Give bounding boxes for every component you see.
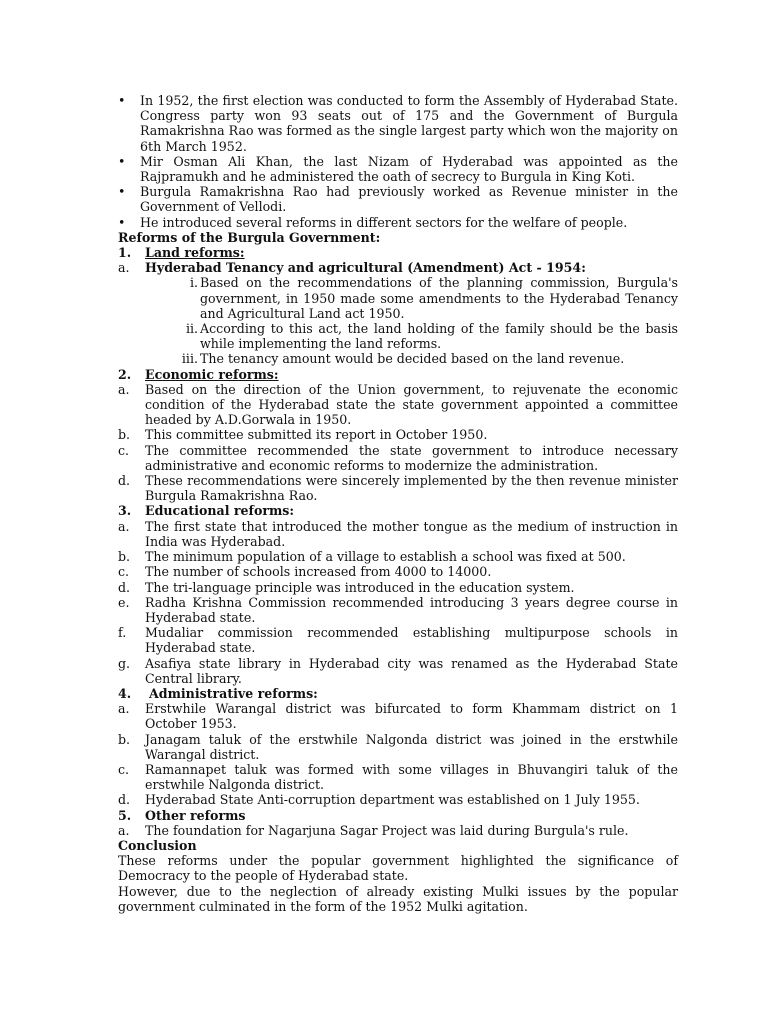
bullet-icon: • [118, 184, 126, 200]
item-marker: d. [118, 792, 131, 808]
item-text: Ramannapet taluk was formed with some villages in Bhuvangiri taluk of the erstwhile Nalgonda district. [145, 761, 678, 793]
bullet-item [118, 93, 678, 154]
item-marker: c. [118, 564, 130, 580]
item-text: These recommendations were sincerely implemented by the then revenue minister Burgula Ramakrishna Rao. [145, 473, 678, 504]
section-number: 1. [118, 245, 132, 261]
conclusion-heading: Conclusion [118, 837, 197, 853]
bullet-item [118, 154, 678, 184]
bullet-item [118, 215, 678, 230]
list-item [118, 427, 678, 442]
list-item [118, 321, 678, 351]
list-item [118, 823, 678, 838]
section-title: Educational reforms: [145, 503, 295, 519]
list-item [118, 564, 678, 579]
item-marker: a. [118, 260, 130, 276]
list-item [118, 580, 678, 595]
bullet-item [118, 184, 678, 214]
document-page [118, 93, 678, 914]
list-item [118, 275, 678, 321]
section-heading-economic-reforms [118, 367, 678, 382]
item-marker: c. [118, 761, 130, 777]
item-marker: a. [118, 381, 130, 397]
list-item [118, 382, 678, 428]
item-text: Erstwhile Warangal district was bifurcated to form Khammam district on 1 October 1953. [145, 701, 678, 732]
item-marker: a. [118, 518, 130, 534]
subsection-heading [118, 260, 678, 275]
item-marker: b. [118, 731, 131, 747]
item-marker: a. [118, 701, 130, 717]
section-heading-administrative-reforms [118, 686, 678, 701]
item-marker: i. [189, 275, 198, 291]
section-heading-educational-reforms [118, 503, 678, 518]
list-item [118, 473, 678, 503]
item-text: Radha Krishna Commission recommended introducing 3 years degree course in Hyderabad state. [145, 594, 678, 625]
list-item [118, 792, 678, 807]
list-item [118, 595, 678, 625]
bullet-text: Mir Osman Ali Khan, the last Nizam of Hyderabad was appointed as the Rajpramukh and he administered the oath of secrecy to Burgula in King Koti. [140, 153, 678, 185]
section-number: 5. [118, 807, 132, 823]
item-marker: b. [118, 427, 131, 443]
item-text: According to this act, the land holding of the family should be the basis while implementing the land reforms. [200, 321, 678, 352]
item-text: Janagam taluk of the erstwhile Nalgonda district was joined in the erstwhile Warangal district. [145, 731, 678, 762]
item-text: Hyderabad State Anti-corruption department was established on 1 July 1955. [145, 792, 640, 808]
item-marker: ii. [185, 321, 198, 337]
bullet-icon: • [118, 153, 126, 169]
section-title: Administrative reforms: [149, 685, 318, 701]
conclusion-paragraph: These reforms under the popular government highlighted the significance of Democracy to the people of Hyderabad state. [118, 853, 678, 884]
list-item [118, 762, 678, 792]
list-item [118, 443, 678, 473]
list-item [118, 701, 678, 731]
bullet-text: He introduced several reforms in different sectors for the welfare of people. [140, 214, 628, 230]
item-text: The first state that introduced the mother tongue as the medium of instruction in India was Hyderabad. [145, 518, 678, 549]
list-item [118, 519, 678, 549]
item-text: The number of schools increased from 4000 to 14000. [145, 564, 492, 580]
item-text: This committee submitted its report in October 1950. [145, 427, 488, 443]
section-heading-other-reforms [118, 808, 678, 823]
list-item [118, 732, 678, 762]
item-marker: c. [118, 442, 130, 458]
item-text: Based on the direction of the Union government, to rejuvenate the economic condition of the Hyderabad state the state government appointed a committee headed by A.D.Gorwala in 1950. [145, 381, 678, 428]
item-text: The committee recommended the state government to introduce necessary administrative and economic reforms to modernize the administration. [145, 442, 678, 473]
section-number: 3. [118, 503, 132, 519]
subsection-title: Hyderabad Tenancy and agricultural (Amendment) Act - 1954: [145, 260, 586, 276]
conclusion-paragraph: However, due to the neglection of already existing Mulki issues by the popular government culminated in the form of the 1952 Mulki agitation. [118, 883, 678, 914]
item-marker: iii. [181, 351, 198, 367]
item-marker: d. [118, 579, 131, 595]
reforms-heading: Reforms of the Burgula Government: [118, 229, 381, 245]
item-text: The foundation for Nagarjuna Sagar Project was laid during Burgula's rule. [145, 822, 629, 838]
section-heading-land-reforms [118, 245, 678, 260]
item-marker: d. [118, 473, 131, 489]
bullet-icon: • [118, 214, 126, 230]
list-item [118, 351, 678, 366]
item-marker: g. [118, 655, 131, 671]
item-marker: e. [118, 594, 130, 610]
item-text: Asafiya state library in Hyderabad city was renamed as the Hyderabad State Central library. [145, 655, 678, 686]
bullet-icon: • [118, 93, 126, 108]
item-marker: a. [118, 822, 130, 838]
bullet-text: In 1952, the first election was conducted to form the Assembly of Hyderabad State. Congress party won 93 seats out of 175 and the Government of Burgula Ramakrishna Rao was formed as the single largest party which won the majority on 6th March 1952. [140, 93, 678, 154]
item-text: Based on the recommendations of the planning commission, Burgula's government, in 1950 made some amendments to the Hyderabad Tenancy and Agricultural Land act 1950. [200, 275, 678, 321]
item-text: The tenancy amount would be decided based on the land revenue. [200, 351, 625, 367]
item-text: The tri-language principle was introduced in the education system. [145, 579, 575, 595]
section-title: Economic reforms: [145, 366, 279, 382]
section-title: Land reforms: [145, 245, 245, 261]
item-marker: f. [118, 625, 127, 641]
section-title: Other reforms [145, 807, 246, 823]
section-number: 2. [118, 366, 132, 382]
list-item [118, 656, 678, 686]
section-number: 4. [118, 685, 132, 701]
item-text: The minimum population of a village to establish a school was fixed at 500. [145, 549, 626, 565]
bullet-text: Burgula Ramakrishna Rao had previously worked as Revenue minister in the Government of Vellodi. [140, 184, 678, 215]
list-item [118, 549, 678, 564]
list-item [118, 625, 678, 655]
item-text: Mudaliar commission recommended establishing multipurpose schools in Hyderabad state. [145, 625, 678, 656]
item-marker: b. [118, 549, 131, 565]
